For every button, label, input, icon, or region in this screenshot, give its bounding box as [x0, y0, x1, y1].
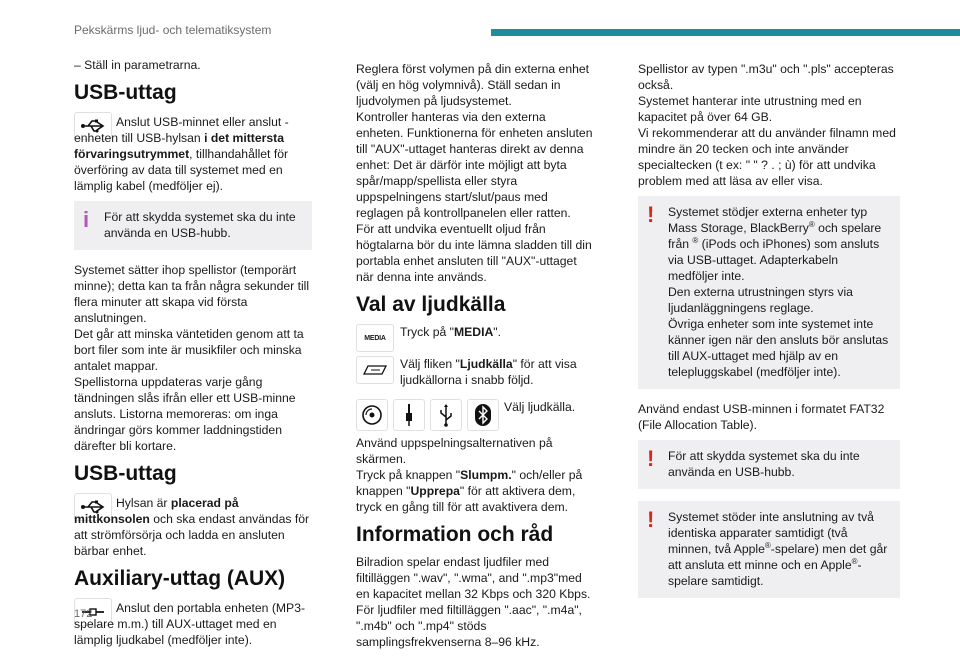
- heading-usb-uttag-1: USB-uttag: [74, 81, 177, 104]
- update-text: Spellistorna uppdateras varje gång tändningen slås ifrån eller ett USB-minne ansluts. Listorna memoreras: om inga ändringar görs kommer laddningstiden därefter bli kortare.: [74, 375, 296, 453]
- warning-other-devices-text: Övriga enheter som inte systemet inte känner igen när den ansluts bör anslutas till AUX-uttaget med hjälp av en telepluggskabel (medföljer inte).: [668, 317, 889, 379]
- control-text: Kontroller hanteras via den externa enheten. Funktionerna för enheten ansluten till "AUX"-uttaget hanteras direkt av denna enhet: Det är därför inte möjligt att byta spår/mapp/spellista eller styra uppspelningens start/slut/paus med reglagen på kontrollpanelen eller ratten.: [356, 110, 593, 220]
- filenames-text: Vi rekommenderar att du använder filnamn med mindre än 20 tecken och inte använder specialtecken (t ex: " " ? . ; ù) för att undvika problem med att läsa av eller visa.: [638, 126, 896, 188]
- page-number: 172: [74, 608, 93, 620]
- media-row: [356, 324, 594, 352]
- fat32-text: Använd endast USB-minnen i formatet FAT32 (File Allocation Table).: [638, 402, 885, 432]
- warning-devices-text: Systemet stödjer externa enheter typ Mass Storage, BlackBerry® och spelare från ® (iPods och iPhones) som ansluts via USB-uttaget. Adapterkabeln medföljer inte.: [668, 205, 882, 283]
- tab-icon: [356, 356, 394, 384]
- running-header: Pekskärms ljud- och telematiksystem: [74, 23, 272, 37]
- aux-jack-icon: [393, 399, 425, 431]
- usb1-text: Anslut USB-minnet eller anslut -enheten till USB-hylsan i det mittersta förvaringsutrymmet, tillhandahållet för överföring av data till systemet med en lämplig kabel (medföljer ej).: [74, 115, 289, 193]
- intro-step: – Ställ in parametrarna.: [74, 58, 201, 72]
- heading-usb-uttag-2: USB-uttag: [74, 462, 177, 485]
- shuffle-text: Tryck på knappen "Slumpm." och/eller på knappen "Upprepa" för att aktivera dem, tryck en gång till för att avaktivera dem.: [356, 468, 583, 514]
- tab-text: Välj fliken "Ljudkälla" för att visa ljudkällorna i snabb följd.: [400, 357, 577, 387]
- volume-text: Reglera först volymen på din externa enhet (välj en hög volymnivå). Ställ sedan in ljudvolymen på ljudsystemet.: [356, 62, 590, 108]
- cd-icon: [356, 399, 388, 431]
- usb2-text: Hylsan är placerad på mittkonsolen och ska endast användas för att strömförsörja och ladda en ansluten bärbar enhet.: [74, 496, 310, 558]
- options-text: Använd uppspelningsalternativen på skärmen.: [356, 436, 553, 466]
- info-note-text: För att skydda systemet ska du inte använda en USB-hubb.: [104, 210, 296, 240]
- info-icon: i: [83, 207, 90, 232]
- m3u-text: Spellistor av typen ".m3u" och ".pls" accepteras också.: [638, 62, 894, 92]
- formats2-text: För ljudfiler med filtilläggen ".aac", ".m4a", ".m4b" och ".mp4" stöds samplingsfrekvenserna 8–96 kHz.: [356, 603, 582, 649]
- noise-text: För att undvika eventuellt oljud från högtalarna bör du inte lämna sladden till din portabla enhet ansluten till "AUX"-uttaget när denna inte används.: [356, 222, 592, 284]
- warning-note-usb-hub: [638, 440, 900, 489]
- info-note-usb-hub: [74, 201, 312, 250]
- column-1: [74, 57, 312, 655]
- heading-information-och-rad: Information och råd: [356, 523, 554, 546]
- usb-source-icon: [430, 399, 462, 431]
- choose-source-text: Välj ljudkälla.: [504, 400, 576, 414]
- heading-aux: Auxiliary-uttag (AUX): [74, 567, 286, 590]
- 64gb-text: Systemet hanterar inte utrustning med en kapacitet på över 64 GB.: [638, 94, 862, 124]
- warning-note-identical-devices: [638, 501, 900, 598]
- warning-identical-text: Systemet stöder inte anslutning av två identiska apparater samtidigt (två minnen, två Apple®-spelare) men det går att ansluta ett minne och en Apple®-spelare samtidigt.: [668, 510, 888, 588]
- warning-icon: !: [647, 202, 655, 227]
- warning-icon: !: [647, 507, 655, 532]
- warning-hub-text: För att skydda systemet ska du inte använda en USB-hubb.: [668, 449, 860, 479]
- formats-text: Bilradion spelar endast ljudfiler med filtilläggen ".wav", ".wma", and ".mp3"med en kapacitet mellan 32 Kbps och 320 Kbps.: [356, 555, 591, 601]
- media-icon: MEDIA: [356, 324, 394, 352]
- source-icons-row: [356, 399, 594, 431]
- media-text: Tryck på "MEDIA".: [400, 325, 501, 339]
- bluetooth-icon: [467, 399, 499, 431]
- aux-text: Anslut den portabla enheten (MP3-spelare m.m.) till AUX-uttaget med en lämplig ljudkabel (medföljer inte).: [74, 601, 306, 647]
- playlist-text: Systemet sätter ihop spellistor (temporärt minne); detta kan ta från några sekunder till flera minuter att skapa vid första anslutningen.: [74, 263, 310, 325]
- tab-row: [356, 356, 594, 395]
- column-3: [638, 61, 900, 610]
- header-accent-bar: [491, 29, 960, 36]
- reduce-wait-text: Det går att minska väntetiden genom att ta bort filer som inte är musikfiler och minska antalet mappar.: [74, 327, 304, 373]
- warning-note-devices: [638, 196, 900, 389]
- heading-val-av-ljudkalla: Val av ljudkälla: [356, 293, 506, 316]
- warning-controls-text: Den externa utrustningen styrs via ljudanläggningens reglage.: [668, 285, 853, 315]
- column-2: [356, 61, 594, 657]
- warning-icon: !: [647, 446, 655, 471]
